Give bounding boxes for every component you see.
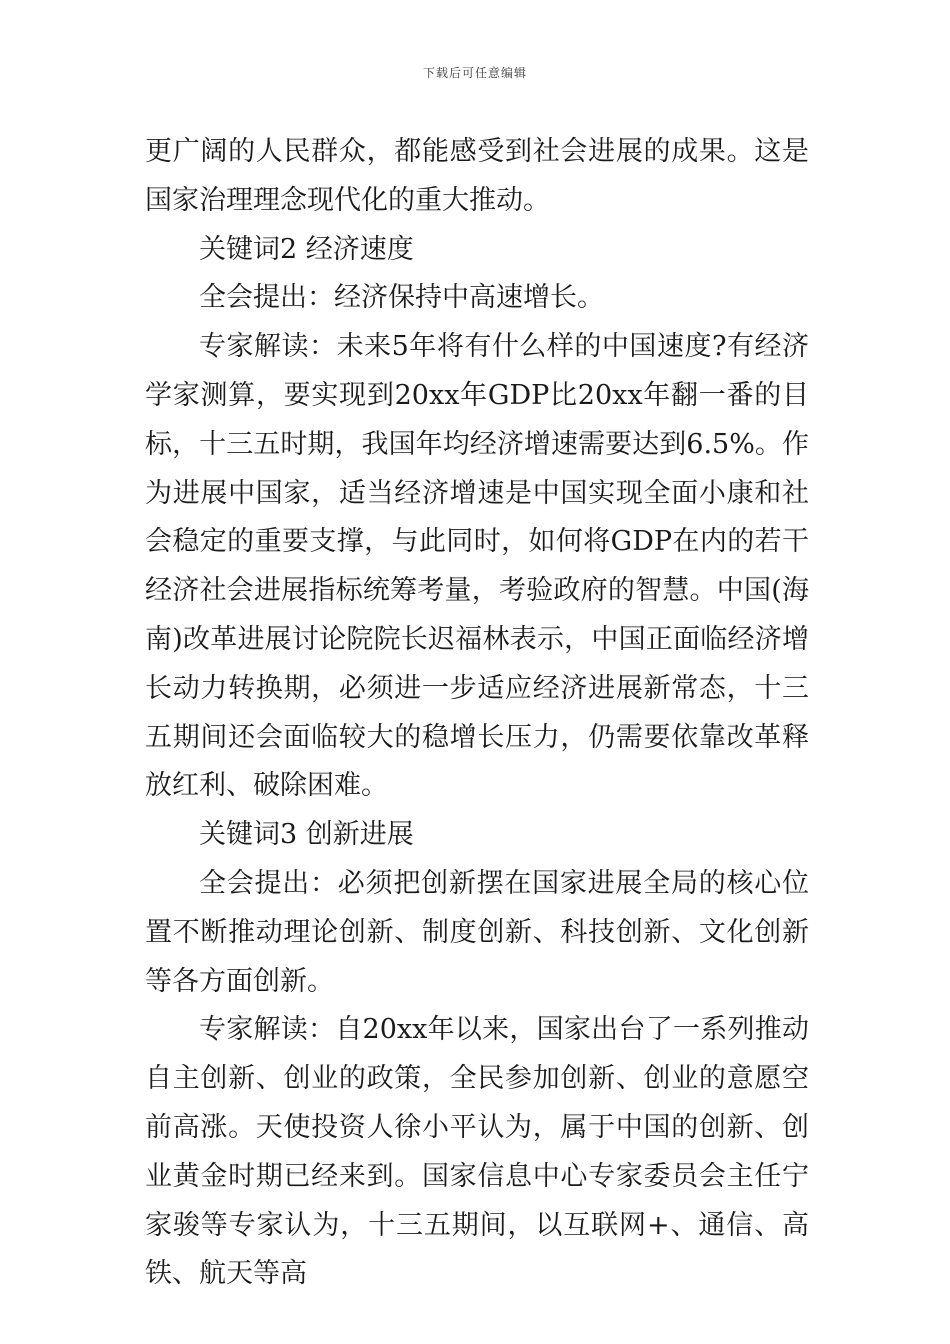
paragraph-continuation: 更广阔的人民群众，都能感受到社会进展的成果。这是国家治理理念现代化的重大推动。 [145,136,809,216]
expert-interpretation-innovation: 专家解读：自20xx年以来，国家出台了一系列推动自主创新、创业的政策，全民参加创新、创业的意愿空前高涨。天使投资人徐小平认为，属于中国的创新、创业黄金时期已经来到。国家信息中心专家委员会主任宁家骏等专家认为，十三五期间，以互联网+、通信、高铁、航天等高 [145,1014,809,1290]
document-body [145,128,809,1299]
keyword-heading-economic-speed: 关键词2 经济速度 [199,233,414,265]
expert-interpretation-economy: 专家解读：未来5年将有什么样的中国速度?有经济学家测算，要实现到20xx年GDP比20xx年翻一番的目标，十三五时期，我国年均经济增速需要达到6.5%。作为进展中国家，适当经济增速是中国实现全面小康和社会稳定的重要支撑，与此同时，如何将GDP在内的若干经济社会进展指标统筹考量，考验政府的智慧。中国(海南)改革进展讨论院院长迟福林表示，中国正面临经济增长动力转换期，必须进一步适应经济进展新常态，十三五期间还会面临较大的稳增长压力，仍需要依靠改革释放红利、破除困难。 [145,331,809,802]
keyword-heading-innovation: 关键词3 创新进展 [199,819,414,851]
plenum-statement-innovation: 全会提出：必须把创新摆在国家进展全局的核心位置不断推动理论创新、制度创新、科技创新、文化创新等各方面创新。 [145,867,809,997]
plenum-statement-economy: 全会提出：经济保持中高速增长。 [199,282,604,314]
page-header-note: 下载后可任意编辑 [422,66,527,80]
